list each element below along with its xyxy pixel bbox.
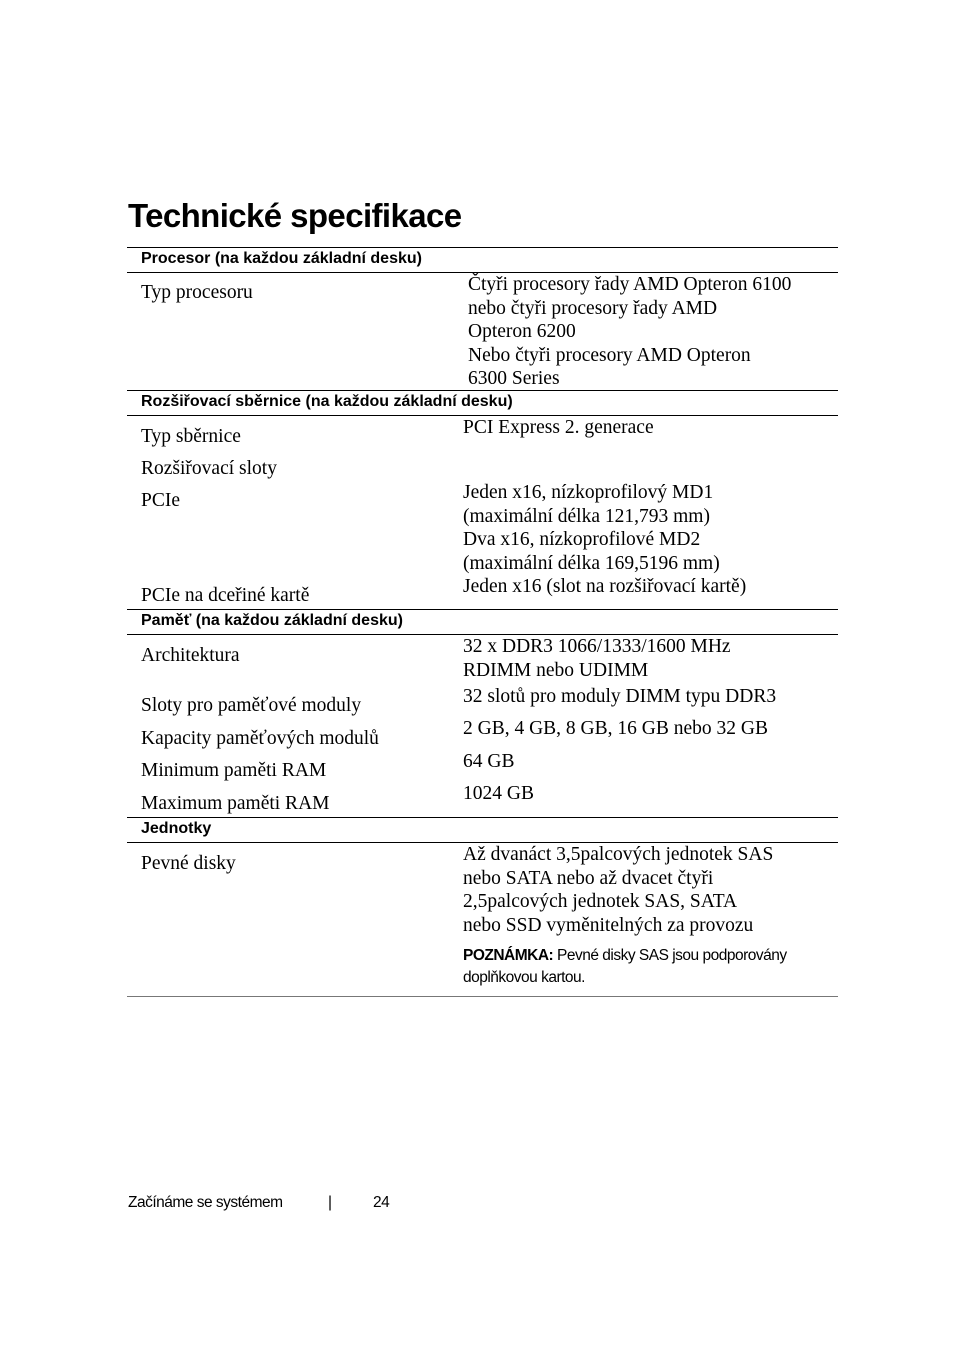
section-header-label: Procesor (na každou základní desku) [141, 250, 422, 267]
spec-label: Typ sběrnice [141, 426, 241, 447]
footer-separator: | [328, 1194, 332, 1211]
spec-value: 32 x DDR3 1066/1333/1600 MHz RDIMM nebo UDIMM [463, 636, 731, 681]
section-header-expansion-bus [127, 390, 838, 416]
section-processor [127, 273, 838, 390]
spec-value: 64 GB [463, 751, 515, 772]
spec-label: Typ procesoru [141, 282, 253, 303]
page-number: 24 [373, 1194, 390, 1211]
spec-label: Minimum paměti RAM [141, 760, 327, 781]
spec-value: 32 slotů pro moduly DIMM typu DDR3 [463, 686, 777, 707]
spec-label: Rozšiřovací sloty [141, 458, 277, 479]
page-title: Technické specifikace [128, 197, 462, 234]
section-header-drives [127, 817, 838, 843]
section-header-memory [127, 609, 838, 635]
section-header-processor [127, 247, 838, 273]
note-text: Pevné disky SAS jsou podporovány doplňkovou kartou. [463, 947, 787, 986]
note [463, 945, 833, 988]
section-header-label: Jednotky [141, 820, 212, 837]
footer-title: Začínáme se systémem [128, 1194, 283, 1211]
spec-value: 2 GB, 4 GB, 8 GB, 16 GB nebo 32 GB [463, 718, 768, 739]
spec-label: PCIe na dceřiné kartě [141, 585, 310, 606]
table-bottom-rule [127, 996, 838, 997]
spec-value: PCI Express 2. generace [463, 417, 654, 438]
spec-label: Architektura [141, 645, 240, 666]
section-header-label: Paměť (na každou základní desku) [141, 612, 403, 629]
note-prefix: POZNÁMKA: [463, 947, 554, 964]
section-memory [127, 635, 838, 817]
spec-value: Jeden x16, nízkoprofilový MD1 (maximální délka 121,793 mm) Dva x16, nízkoprofilové MD2 (maximální délka 169,5196 mm) [463, 482, 720, 574]
spec-label: Pevné disky [141, 853, 236, 874]
spec-value: Čtyři procesory řady AMD Opteron 6100 nebo čtyři procesory řady AMD Opteron 6200 Nebo čtyři procesory AMD Opteron 6300 Series [468, 274, 792, 389]
spec-label: Sloty pro paměťové moduly [141, 695, 362, 716]
section-header-label: Rozšiřovací sběrnice (na každou základní desku) [141, 393, 513, 410]
spec-label: PCIe [141, 490, 180, 511]
spec-table [127, 247, 838, 999]
spec-label: Maximum paměti RAM [141, 793, 330, 814]
spec-label: Kapacity paměťových modulů [141, 728, 379, 749]
spec-value: Jeden x16 (slot na rozšiřovací kartě) [463, 576, 747, 597]
section-drives [127, 843, 838, 999]
spec-value: Až dvanáct 3,5palcových jednotek SAS nebo SATA nebo až dvacet čtyři 2,5palcových jednotek SAS, SATA nebo SSD vyměnitelných za provozu [463, 844, 774, 936]
section-expansion-bus [127, 416, 838, 609]
spec-value: 1024 GB [463, 783, 534, 804]
